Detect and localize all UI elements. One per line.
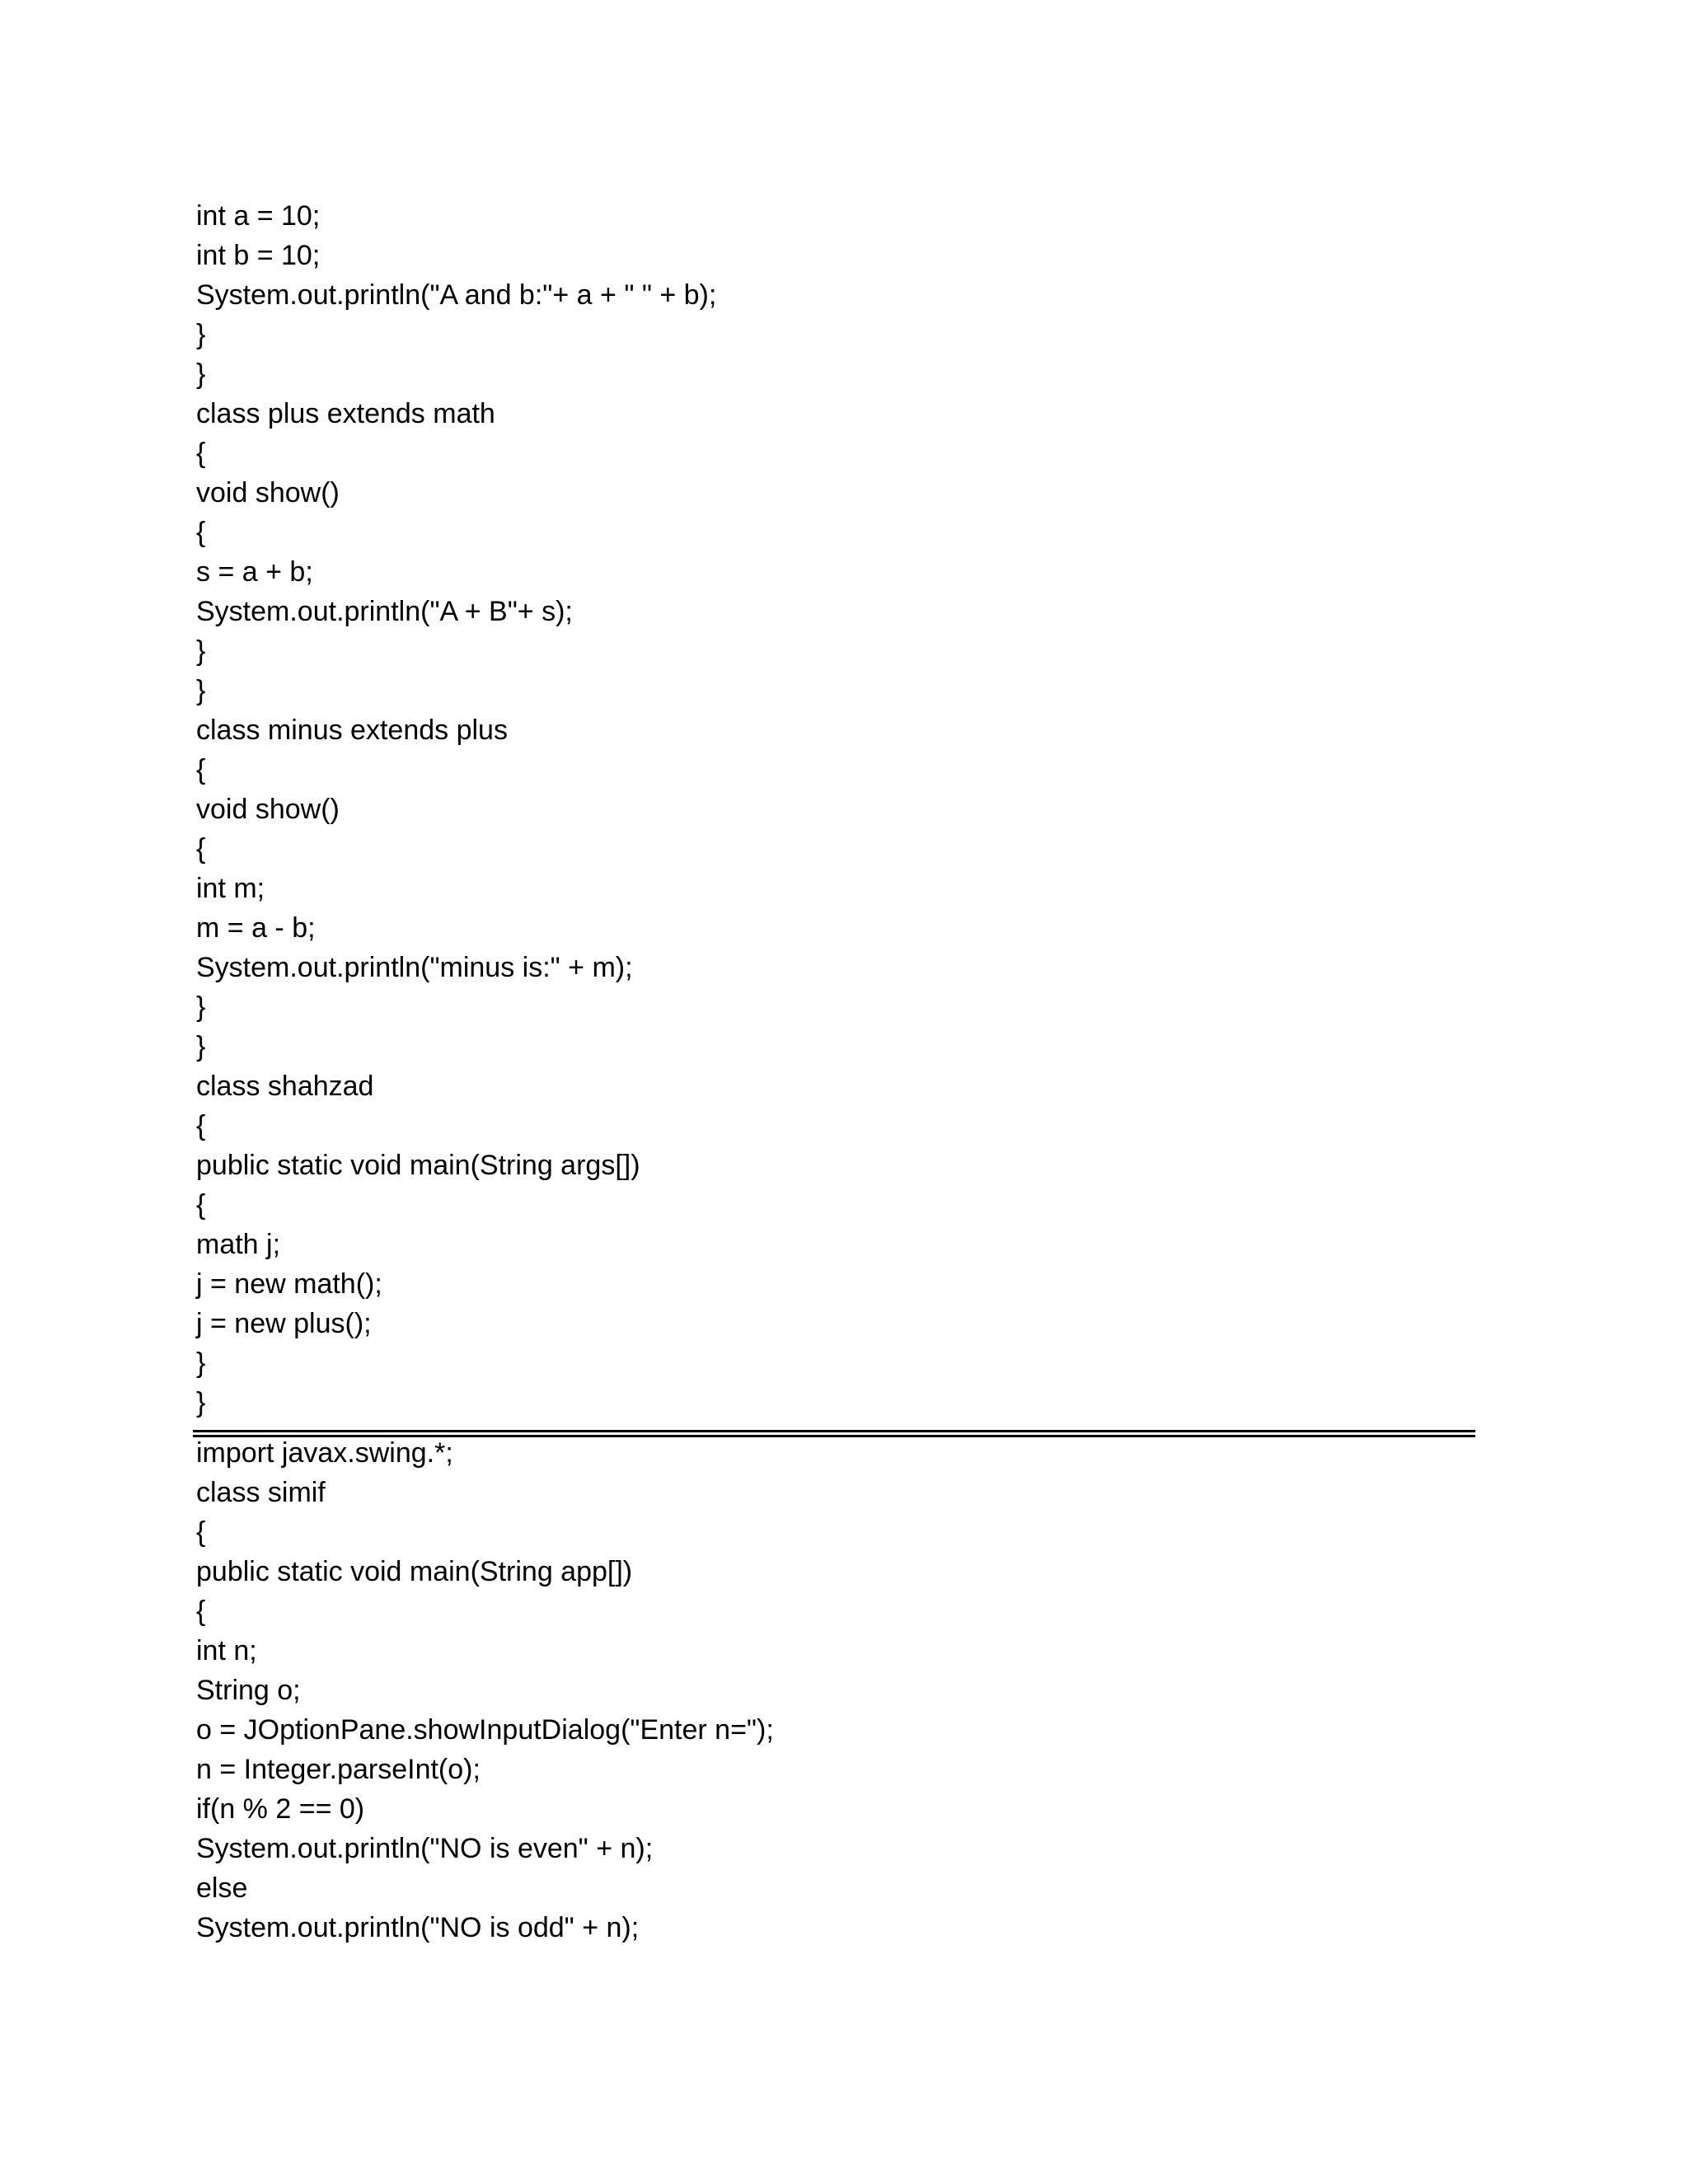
code-line: { (196, 1189, 206, 1221)
code-line: { (196, 1596, 206, 1627)
code-line: System.out.println("A + B"+ s); (196, 596, 573, 627)
code-line: o = JOptionPane.showInputDialog("Enter n="); (196, 1714, 774, 1746)
code-line: { (196, 1516, 206, 1548)
code-line: int a = 10; (196, 200, 321, 232)
code-line: System.out.println("NO is even" + n); (196, 1833, 654, 1864)
code-line: { (196, 517, 206, 548)
code-section-inheritance (196, 196, 1474, 1422)
code-line: int m; (196, 873, 265, 904)
code-line: { (196, 1110, 206, 1141)
code-line: System.out.println("minus is:" + m); (196, 952, 633, 983)
code-line: { (196, 754, 206, 785)
code-line: } (196, 1347, 206, 1379)
code-section-if-else (196, 1433, 1474, 1947)
code-line: } (196, 1031, 206, 1062)
code-line: else (196, 1872, 248, 1904)
code-line: String o; (196, 1675, 301, 1706)
code-line: System.out.println("NO is odd" + n); (196, 1912, 640, 1943)
code-line: void show() (196, 794, 340, 825)
code-line: j = new math(); (196, 1268, 382, 1300)
code-line: class simif (196, 1477, 326, 1508)
code-line: } (196, 359, 206, 390)
code-line: } (196, 991, 206, 1023)
code-line: void show() (196, 477, 340, 509)
code-line: System.out.println("A and b:"+ a + " " + b); (196, 279, 717, 311)
code-line: public static void main(String args[]) (196, 1150, 640, 1181)
code-line: } (196, 1387, 206, 1418)
code-line: { (196, 438, 206, 469)
code-line: j = new plus(); (196, 1308, 372, 1339)
code-line: if(n % 2 == 0) (196, 1793, 365, 1825)
code-line: import javax.swing.*; (196, 1437, 453, 1469)
code-line: } (196, 635, 206, 667)
code-line: n = Integer.parseInt(o); (196, 1754, 481, 1785)
code-line: math j; (196, 1229, 281, 1260)
code-line: } (196, 675, 206, 706)
code-line: int b = 10; (196, 240, 321, 271)
code-line: class shahzad (196, 1071, 374, 1102)
code-line: public static void main(String app[]) (196, 1556, 633, 1587)
code-line: int n; (196, 1635, 257, 1666)
code-line: m = a - b; (196, 912, 316, 944)
code-line: class minus extends plus (196, 715, 508, 746)
code-line: { (196, 833, 206, 865)
code-line: class plus extends math (196, 398, 495, 429)
code-line: } (196, 319, 206, 350)
code-line: s = a + b; (196, 556, 313, 588)
